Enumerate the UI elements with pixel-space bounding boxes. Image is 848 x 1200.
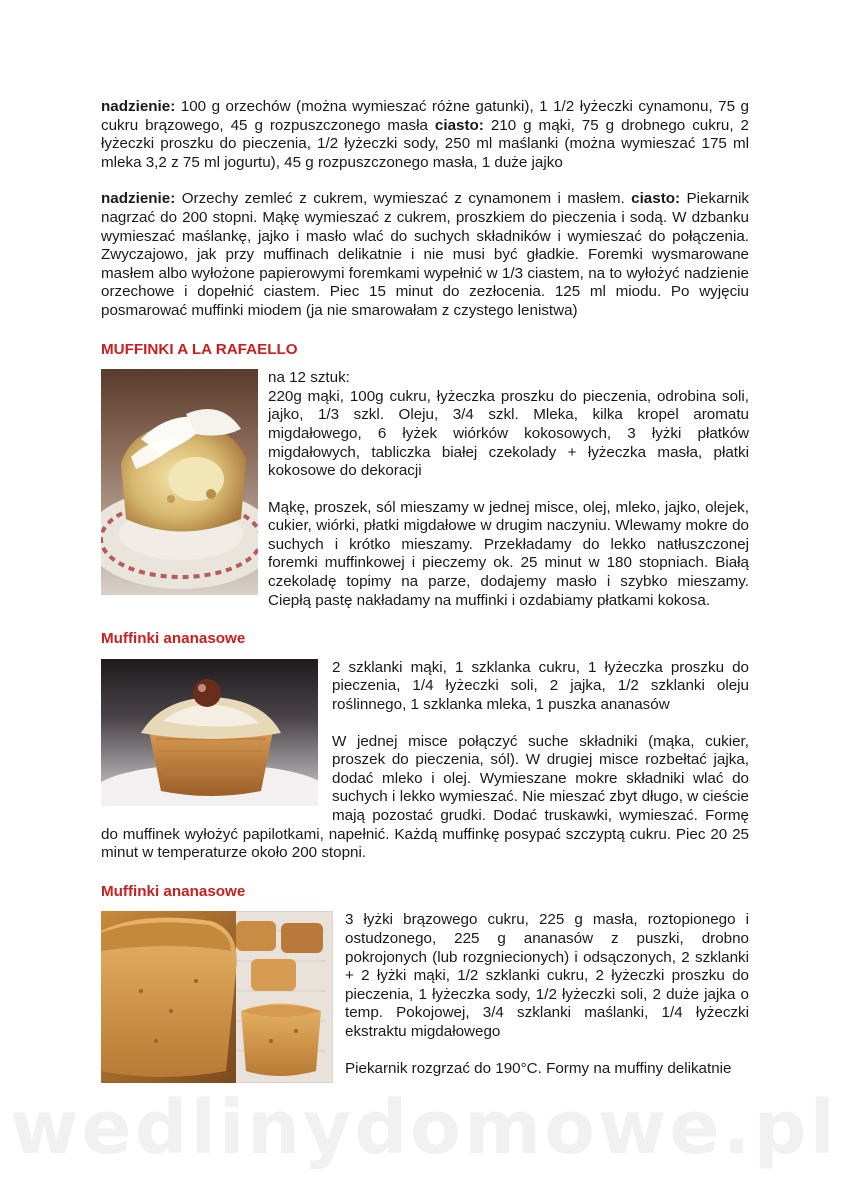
dough-label: ciasto: xyxy=(434,116,484,134)
coconut-muffin-photo xyxy=(101,369,258,595)
recipe-pineapple-1 xyxy=(101,659,749,863)
watermark: wedlinydomowe.pl xyxy=(10,1085,838,1171)
recipe-title: Muffinki ananasowe xyxy=(101,882,246,900)
recipe-rafaello xyxy=(101,369,749,610)
recipe-ingredients: 3 łyżki brązowego cukru, 225 g masła, roztopionego i ostudzonego, 225 g ananasów z puszki, drobno pokrojonych (lub rozgniecionych) i odsączonych, 2 szklanki + 2 łyżki mąki, 1/2 szklanki cukru, 2 łyżeczki proszku do pieczenia, 1 łyżeczka sody, 1/2 łyżeczki soli, 2 duże jajka o temp. Pokojowej, 3/4 szklanki maślanki, 1/4 łyżeczki ekstraktu migdałowego xyxy=(345,911,749,1040)
recipe-pineapple-2 xyxy=(101,911,749,1087)
filling-label: nadzienie: xyxy=(101,190,176,208)
recipe-method: Mąkę, proszek, sól mieszamy w jednej misce, olej, mleko, jajko, olejek, cukier, wiórki, płatki migdałowe w drugim naczyniu. Wlewamy mokre do suchych i krótko mieszamy. Przekładamy do lekko natłuszczonej foremki muffinkowej i pieczemy ok. 25 minut w 180 stopniach. Białą czekoladę topimy na parze, dodajemy masło i szybko mieszamy. Ciepłą pastę nakładamy na muffinki i ozdabiamy płatkami kokosa. xyxy=(268,498,749,609)
recipe-method: W jednej misce połączyć suche składniki (mąka, cukier, proszek do pieczenia, sól). W drugiej misce rozbełtać jajka, dodać mleko i olej. Wymieszane mokre składniki wlać do suchych i lekko wymieszać. Nie mieszać zbyt długo, w cieście mają pozostać grudki. Dodać truskawki, wymieszać. Formę do muffinek wyłożyć papilotkami, napełnić. Każdą muffinkę posypać szczyptą cukru. Piec 20 25 minut w temperaturze około 200 stopni. xyxy=(101,732,749,862)
intro-ingredients: nadzienie: 100 g orzechów (można wymieszać różne gatunki), 1 1/2 łyżeczki cynamonu, 75 g cukru brązowego, 45 g rozpuszczonego masła ciasto: 210 g mąki, 75 g drobnego cukru, 2 łyżeczki proszku do pieczenia, 1/2 łyżeczki sody, 250 ml maślanki (można wymieszać 175 ml mleka 3,2 z 75 ml jogurtu), 45 g rozpuszczonego masła, 1 duże jajko xyxy=(101,98,749,171)
recipe-title: Muffinki ananasowe xyxy=(101,630,246,648)
baked-muffins-photo xyxy=(101,911,333,1083)
filling-label: nadzienie: xyxy=(101,98,176,115)
recipe-ingredients: 2 szklanki mąki, 1 szklanka cukru, 1 łyżeczka proszku do pieczenia, 1/4 łyżeczki soli, 2 jajka, 1/2 szklanki oleju roślinnego, 1 szklanka mleka, 1 puszka ananasów xyxy=(332,658,749,714)
dough-label: ciasto: xyxy=(631,190,681,208)
recipe-method: Piekarnik rozgrzać do 190°C. Formy na muffiny delikatnie xyxy=(345,1059,732,1077)
recipe-ingredients: na 12 sztuk: 220g mąki, 100g cukru, łyżeczka proszku do pieczenia, odrobina soli, jajko, 1/3 szkl. Oleju, 3/4 szkl. Mleka, kilka kropel aromatu migdałowego, 6 łyżek wiórków kokosowych, 3 łyżki płatków migdałowych, tabliczka białej czekolady + łyżeczka masła, płatki kokosowe do dekoracji xyxy=(268,369,749,480)
intro-method: nadzienie: Orzechy zemleć z cukrem, wymieszać z cynamonem i masłem. ciasto: Piekarnik nagrzać do 200 stopni. Mąkę wymieszać z cukrem, proszkiem do pieczenia i sodą. W dzbanku wymieszać maślankę, jajko i masło wlać do suchych składników i wymieszać do połączenia. Zwyczajowo, jak przy muffinach delikatnie i nie musi być gładkie. Foremki wysmarowane masłem albo wyłożone papierowymi foremkami wypełnić w 1/3 ciastem, na to wyłożyć nadzienie orzechowe i dopełnić ciastem. Piec 15 minut do zezłocenia. 125 ml miodu. Po wyjęciu posmarować muffinki miodem (ja nie smarowałam z czystego lenistwa) xyxy=(101,190,749,319)
recipe-title: MUFFINKI A LA RAFAELLO xyxy=(101,340,298,358)
glazed-muffin-photo xyxy=(101,659,318,806)
document-page xyxy=(101,98,749,1087)
